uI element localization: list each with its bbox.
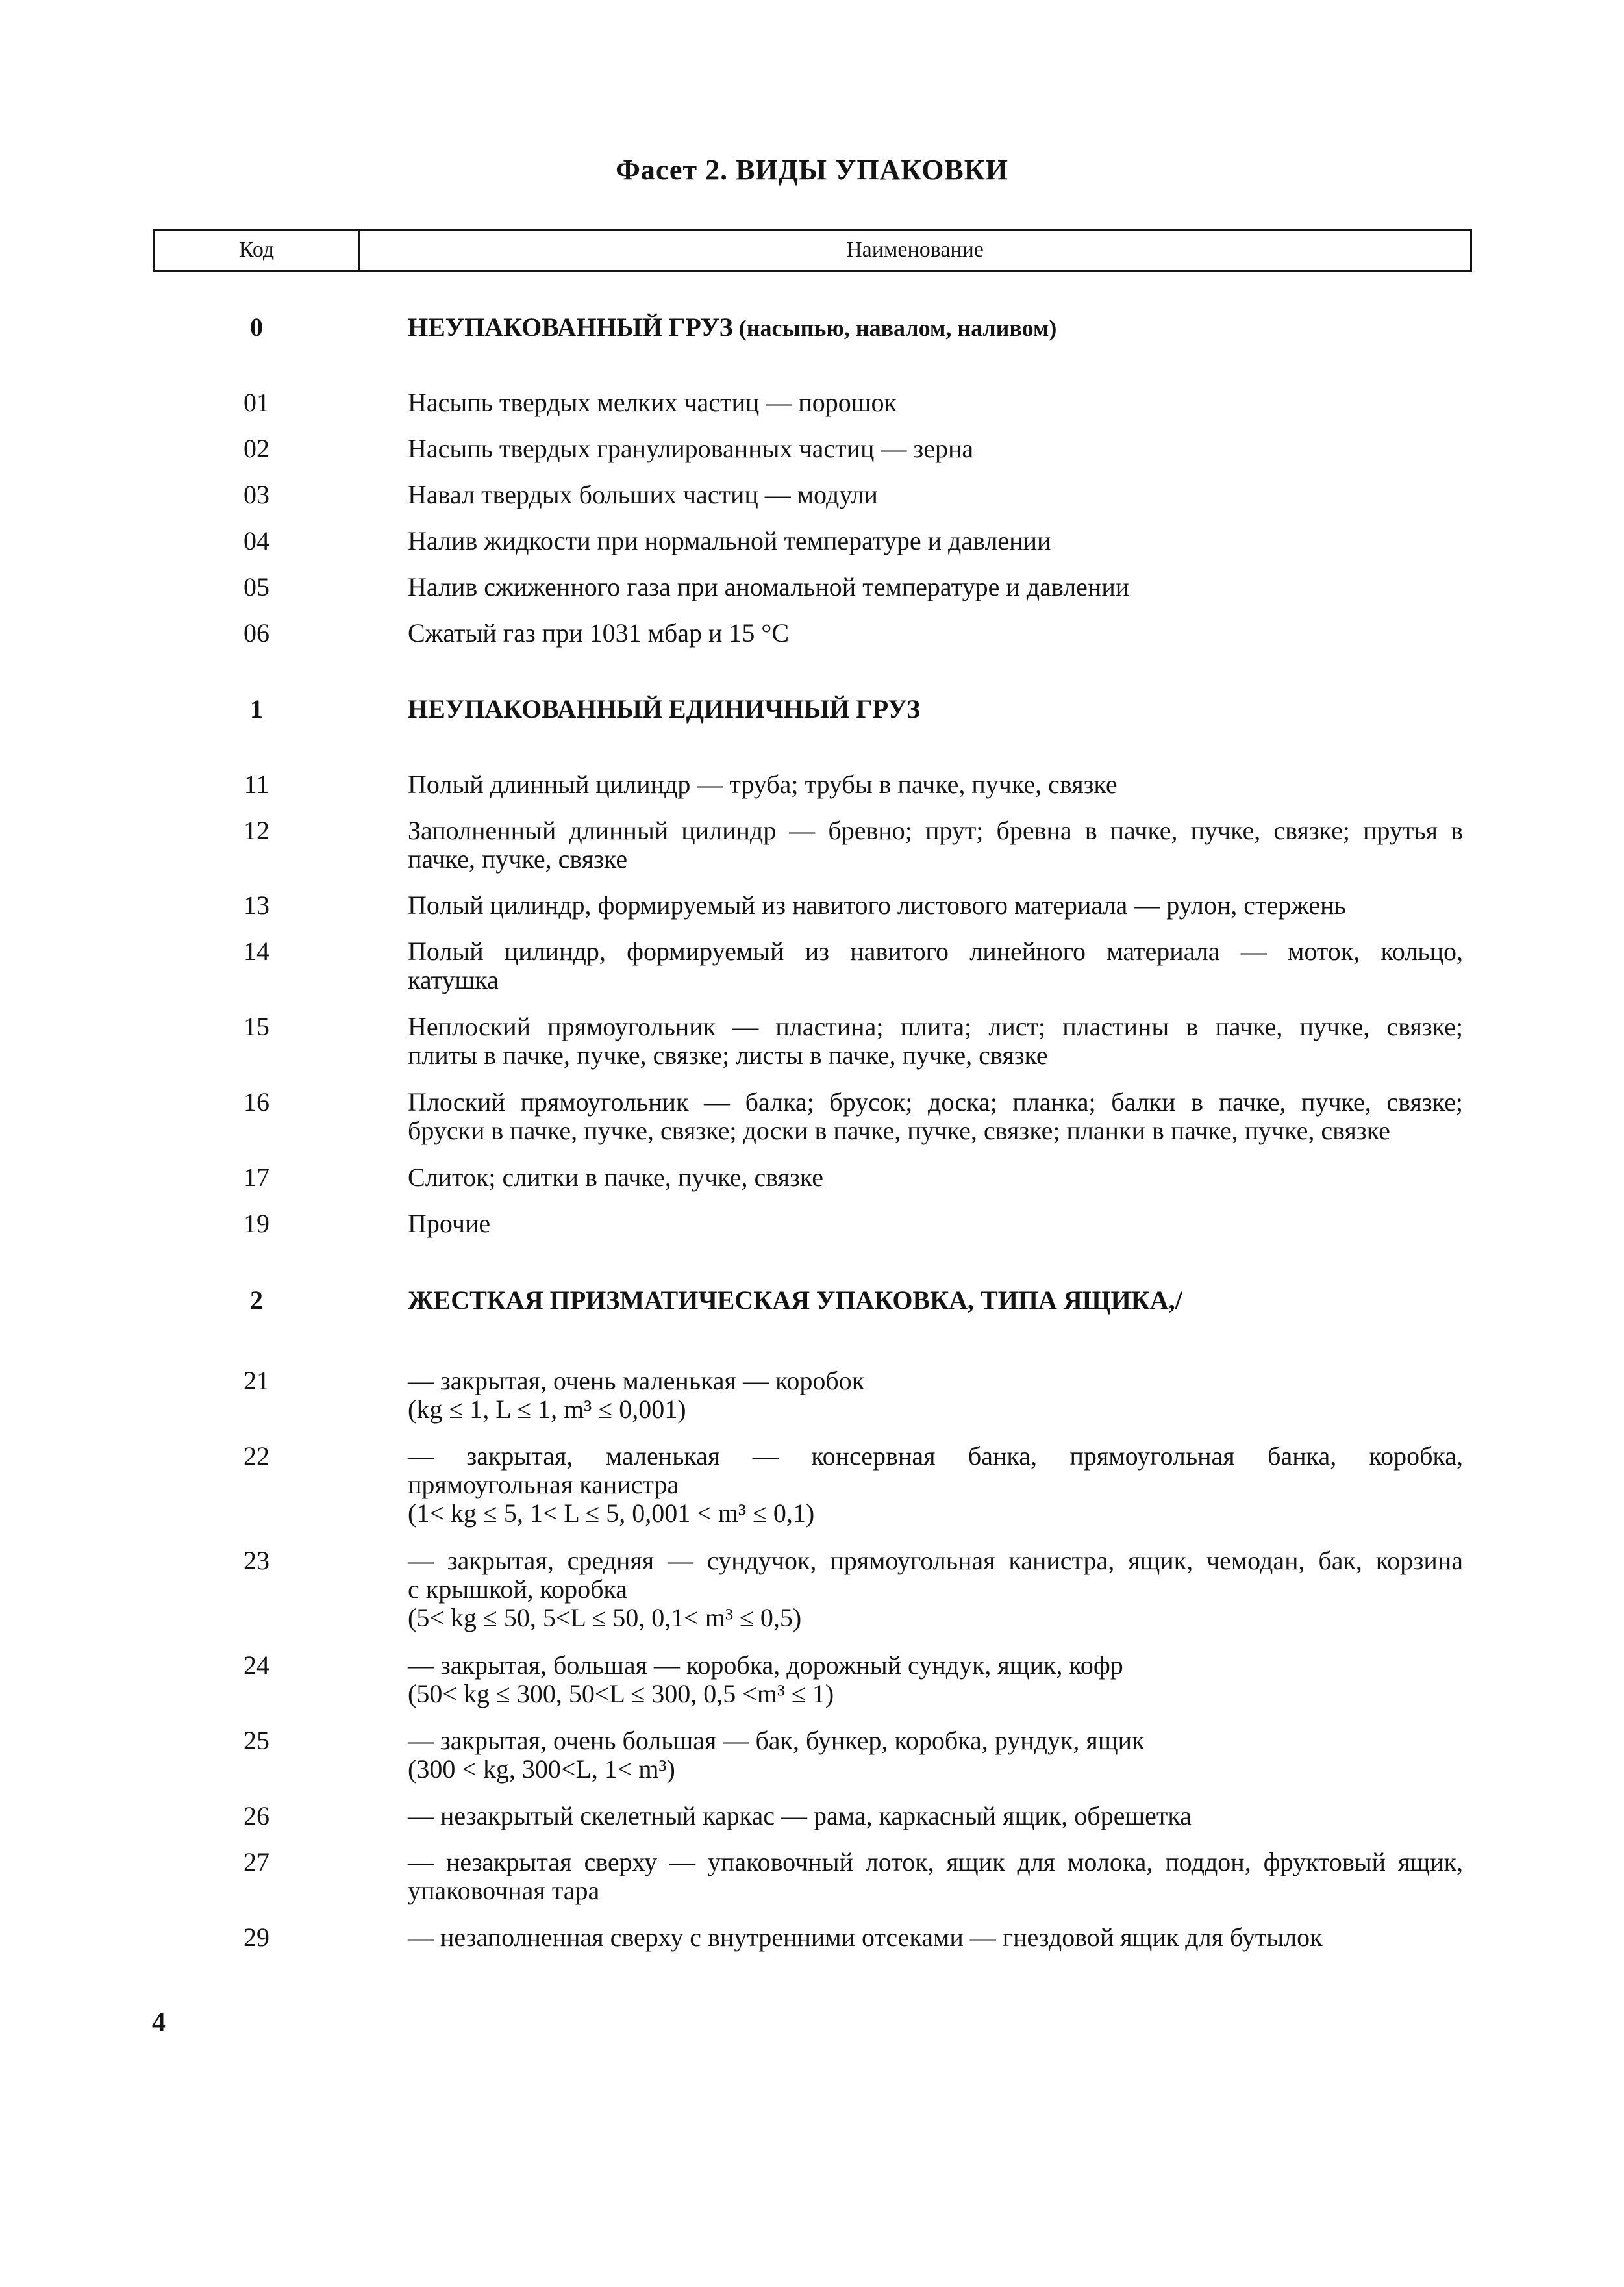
- row-name-main: НЕУПАКОВАННЫЙ ГРУЗ: [408, 312, 733, 342]
- row-name-line: с крышкой, коробка: [408, 1574, 628, 1604]
- row-name-line: Неплоский прямоугольник — пластина; плита; лист; пластины в пачке, пучке, связке;: [408, 1012, 1463, 1041]
- row-code: 03: [244, 480, 269, 509]
- row-name-line: — закрытая, средняя — сундучок, прямоугольная канистра, ящик, чемодан, бак, корзина: [408, 1546, 1463, 1575]
- row-code: 27: [244, 1847, 269, 1876]
- row-code: 04: [244, 526, 269, 555]
- row-code: 17: [244, 1163, 269, 1192]
- row-name-line: Плоский прямоугольник — балка; брусок; доска; планка; балки в пачке, пучке, связке;: [408, 1087, 1463, 1117]
- header-name: Наименование: [846, 238, 984, 262]
- row-name: Навал твердых больших частиц — модули: [408, 480, 878, 509]
- row-code: 0: [250, 312, 263, 342]
- row-code: 22: [244, 1441, 269, 1471]
- row-name: Сжатый газ при 1031 мбар и 15 °С: [408, 618, 790, 648]
- row-code: 25: [244, 1726, 269, 1755]
- row-name: Налив сжиженного газа при аномальной температуре и давлении: [408, 572, 1130, 601]
- row-name: Слиток; слитки в пачке, пучке, связке: [408, 1163, 823, 1192]
- row-name-line: (5< kg ≤ 50, 5<L ≤ 50, 0,1< m³ ≤ 0,5): [408, 1603, 802, 1632]
- row-name-line: (50< kg ≤ 300, 50<L ≤ 300, 0,5 <m³ ≤ 1): [408, 1679, 834, 1708]
- row-code: 24: [244, 1650, 269, 1680]
- row-name: Полый длинный цилиндр — труба; трубы в пачке, пучке, связке: [408, 770, 1118, 799]
- row-name-line: катушка: [408, 965, 499, 994]
- row-name: [408, 1547, 1463, 1632]
- row-name-line: упаковочная тара: [408, 1876, 600, 1905]
- row-name: [408, 1848, 1463, 1905]
- row-name-line: бруски в пачке, пучке, связке; доски в пачке, пучке, связке; планки в пачке, пучке, связке: [408, 1116, 1390, 1145]
- row-name: [408, 1726, 1463, 1784]
- row-name-line: плиты в пачке, пучке, связке; листы в пачке, пучке, связке: [408, 1041, 1048, 1070]
- row-name-line: пачке, пучке, связке: [408, 844, 628, 874]
- row-code: 29: [244, 1923, 269, 1952]
- row-name-line: — закрытая, очень большая — бак, бункер, коробка, рундук, ящик: [408, 1726, 1145, 1755]
- row-code: 14: [244, 937, 269, 966]
- row-name: Прочие: [408, 1209, 491, 1238]
- table-header: [153, 229, 1472, 272]
- row-code: 23: [244, 1546, 269, 1575]
- row-name-line: (kg ≤ 1, L ≤ 1, m³ ≤ 0,001): [408, 1395, 686, 1424]
- row-name: — незакрытый скелетный каркас — рама, каркасный ящик, обрешетка: [408, 1801, 1192, 1830]
- row-name: [408, 1013, 1463, 1070]
- page-title: Фасет 2. ВИДЫ УПАКОВКИ: [616, 154, 1008, 186]
- row-code: 21: [244, 1366, 269, 1395]
- row-name: [408, 816, 1463, 874]
- row-name: НЕУПАКОВАННЫЙ ЕДИНИЧНЫЙ ГРУЗ: [408, 694, 921, 724]
- row-code: 06: [244, 618, 269, 648]
- row-code: 15: [244, 1012, 269, 1041]
- row-name-line: — закрытая, маленькая — консервная банка, прямоугольная банка, коробка,: [408, 1441, 1463, 1471]
- row-name: [408, 1442, 1463, 1528]
- row-name: ЖЕСТКАЯ ПРИЗМАТИЧЕСКАЯ УПАКОВКА, ТИПА ЯЩИКА,/: [408, 1285, 1182, 1315]
- row-name: [408, 1088, 1463, 1145]
- row-name-line: Полый цилиндр, формируемый из навитого линейного материала — моток, кольцо,: [408, 937, 1463, 966]
- row-code: 16: [244, 1087, 269, 1117]
- row-name-sub: (насыпью, навалом, наливом): [732, 315, 1057, 341]
- row-code: 02: [244, 434, 269, 463]
- row-code: 1: [250, 694, 263, 724]
- row-name: — незаполненная сверху с внутренними отсеками — гнездовой ящик для бутылок: [408, 1923, 1323, 1952]
- row-name: Полый цилиндр, формируемый из навитого листового материала — рулон, стержень: [408, 891, 1346, 920]
- row-name: [408, 1651, 1463, 1708]
- row-name-line: — закрытая, очень маленькая — коробок: [408, 1366, 865, 1395]
- row-name-line: — незакрытая сверху — упаковочный лоток, ящик для молока, поддон, фруктовый ящик,: [408, 1847, 1463, 1876]
- row-code: 13: [244, 891, 269, 920]
- row-name: Налив жидкости при нормальной температуре и давлении: [408, 526, 1051, 555]
- row-name-line: прямоугольная канистра: [408, 1470, 679, 1499]
- row-code: 26: [244, 1801, 269, 1830]
- row-name-line: (300 < kg, 300<L, 1< m³): [408, 1754, 675, 1784]
- row-name: [408, 313, 1463, 342]
- row-code: 12: [244, 816, 269, 845]
- row-code: 05: [244, 572, 269, 601]
- row-name-line: (1< kg ≤ 5, 1< L ≤ 5, 0,001 < m³ ≤ 0,1): [408, 1498, 815, 1528]
- row-code: 19: [244, 1209, 269, 1238]
- row-name-line: Заполненный длинный цилиндр — бревно; прут; бревна в пачке, пучке, связке; прутья в: [408, 816, 1463, 845]
- row-name-line: — закрытая, большая — коробка, дорожный сундук, ящик, кофр: [408, 1650, 1123, 1680]
- row-name: Насыпь твердых мелких частиц — порошок: [408, 388, 897, 417]
- row-code: 01: [244, 388, 269, 417]
- row-name: Насыпь твердых гранулированных частиц — зерна: [408, 434, 974, 463]
- page-number: 4: [152, 2008, 166, 2038]
- header-code: Код: [238, 238, 275, 262]
- row-code: 2: [250, 1285, 263, 1315]
- row-code: 11: [244, 770, 269, 799]
- row-name: [408, 937, 1463, 994]
- row-name: [408, 1367, 1463, 1424]
